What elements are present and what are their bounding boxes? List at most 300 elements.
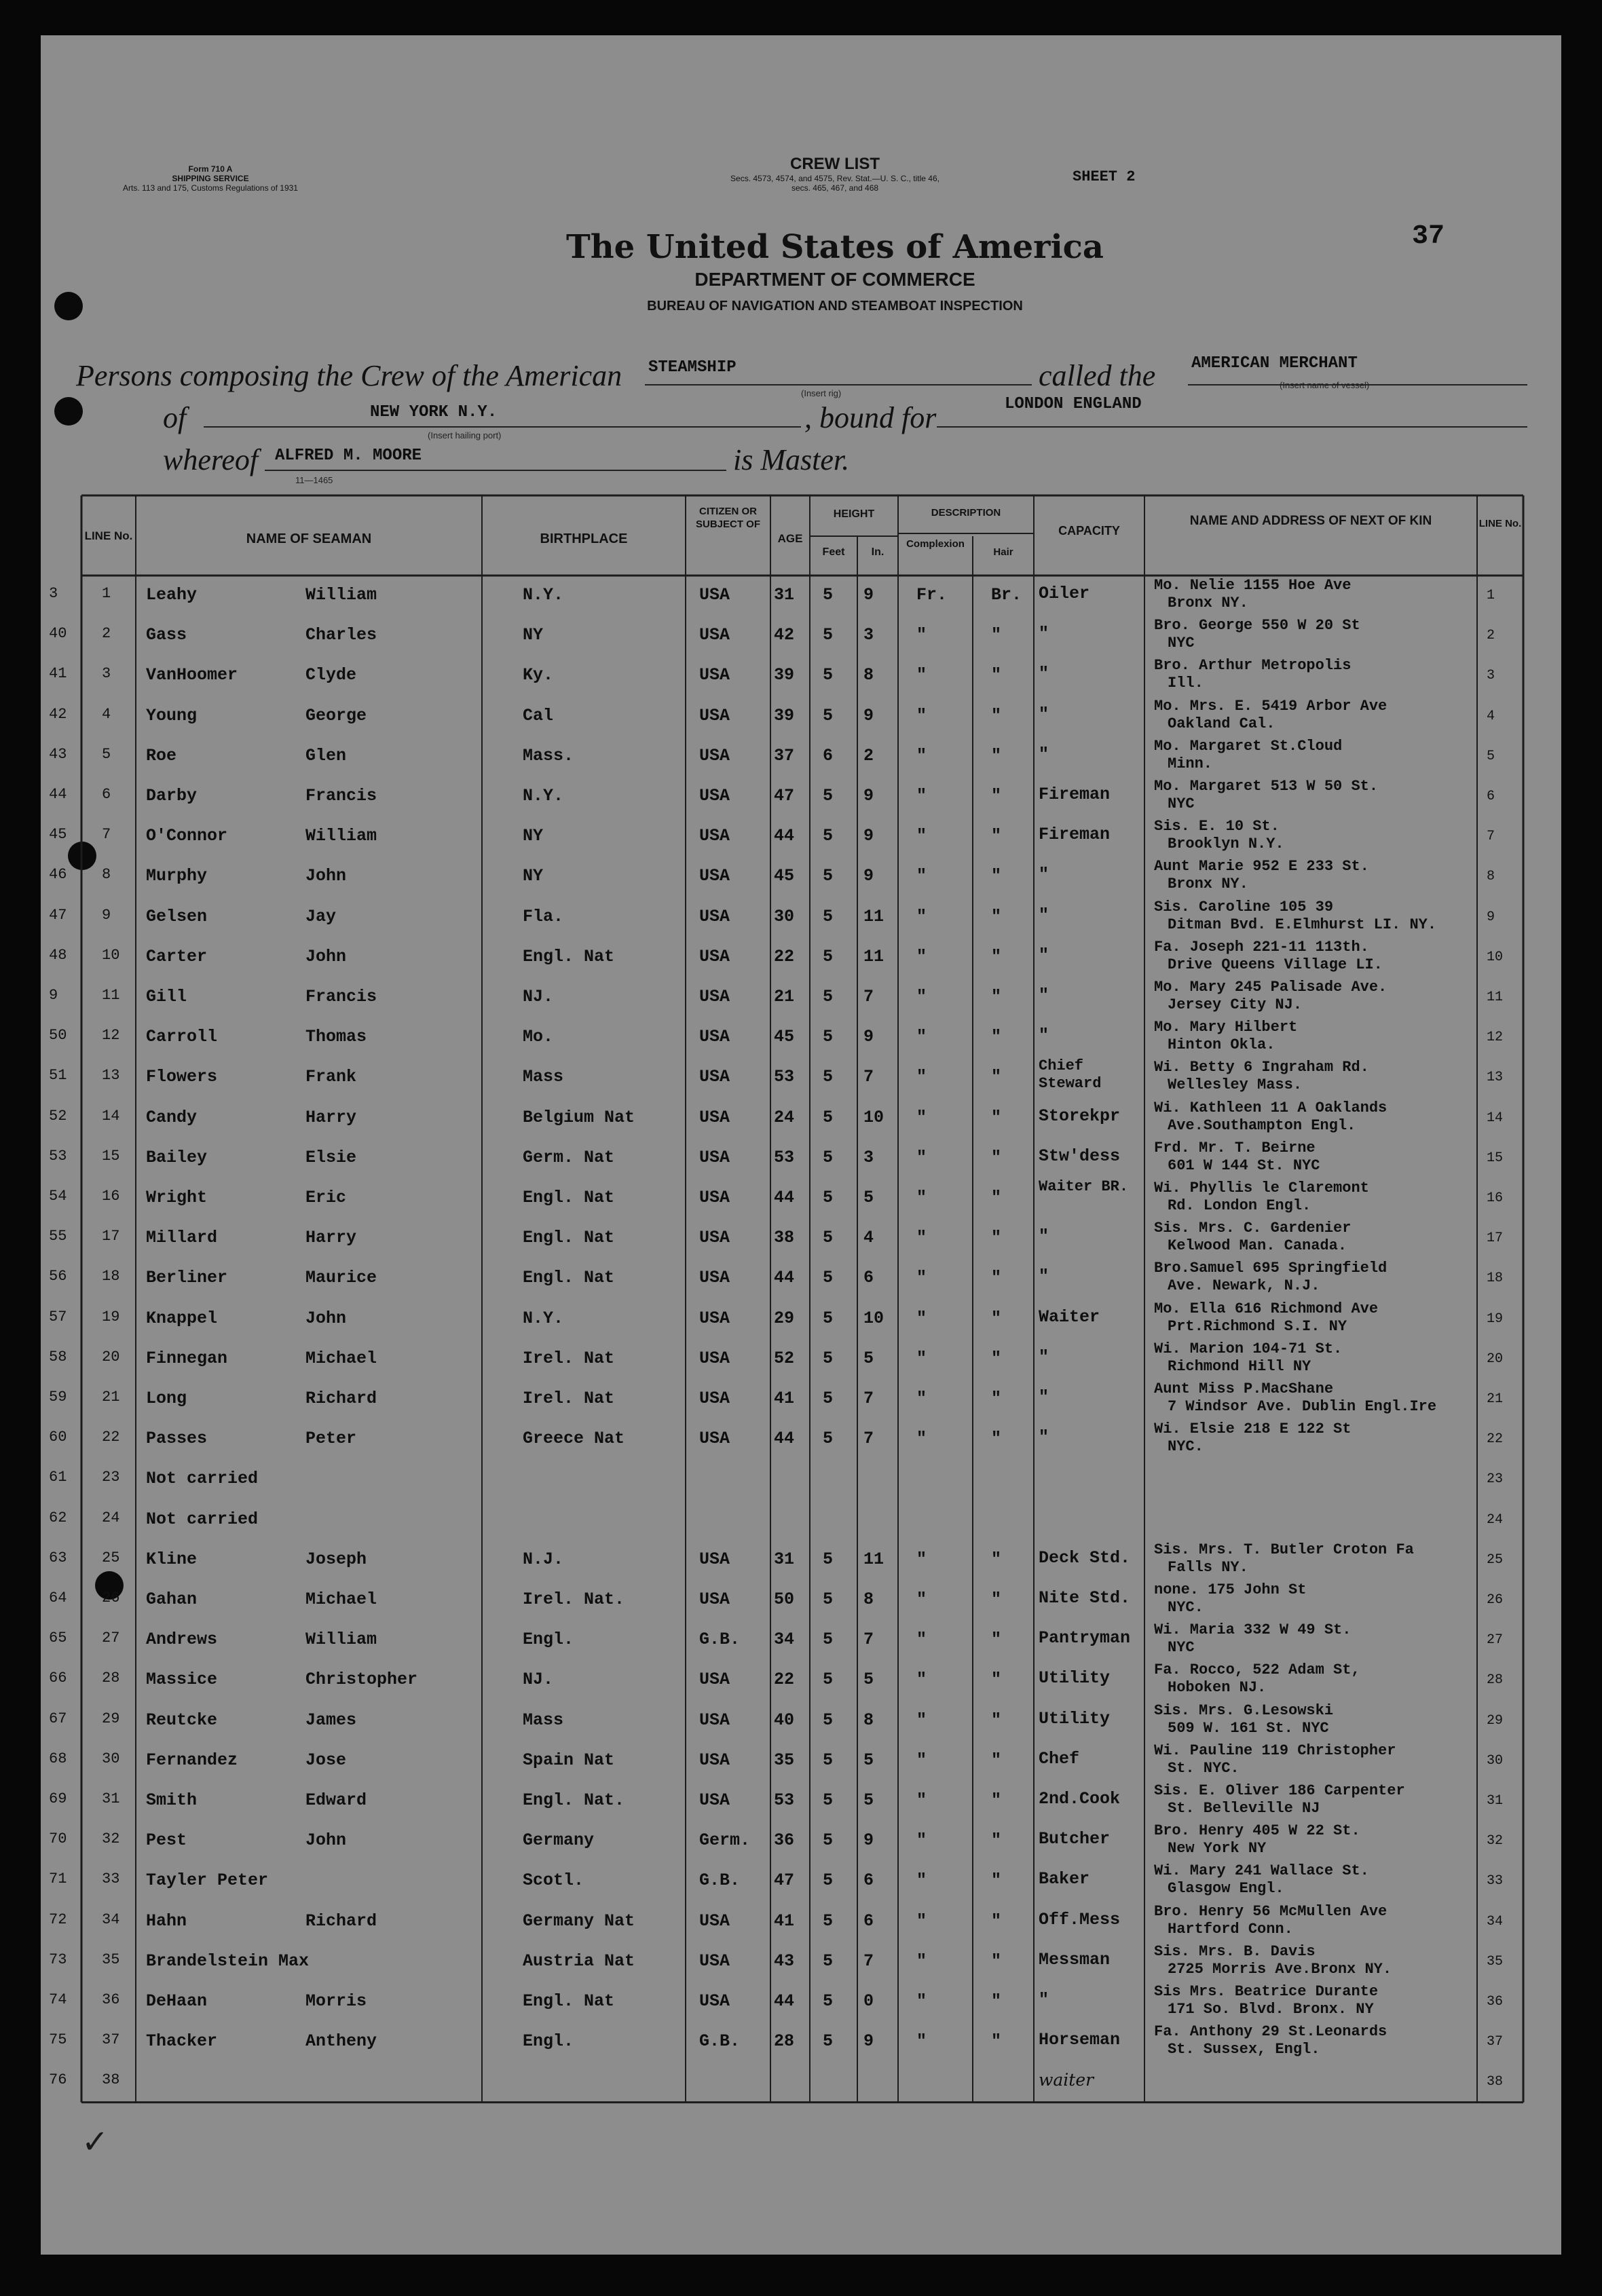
capacity: Deck Std. xyxy=(1039,1547,1131,1568)
complexion: " xyxy=(916,946,927,966)
age: 31 xyxy=(774,1549,795,1569)
line-number-right: 19 xyxy=(1487,1311,1504,1327)
height-feet: 5 xyxy=(823,1750,834,1770)
hair: " xyxy=(991,1188,1002,1207)
capacity: Butcher xyxy=(1039,1829,1111,1849)
citizenship: USA xyxy=(699,745,730,766)
complexion: " xyxy=(916,625,927,645)
birthplace: NJ. xyxy=(523,1670,554,1690)
complexion: " xyxy=(916,1951,927,1971)
next-of-kin-line-2: Ave. Newark, N.J. xyxy=(1168,1277,1320,1295)
capacity: Waiter xyxy=(1039,1306,1100,1327)
line-number-right: 32 xyxy=(1487,1833,1504,1849)
hair: " xyxy=(991,826,1002,846)
birthplace: N.Y. xyxy=(523,786,564,806)
birthplace: Belgium Nat xyxy=(523,1107,635,1127)
seaman-surname: Young xyxy=(146,705,198,726)
age: 22 xyxy=(774,946,795,966)
seaman-given-name: William xyxy=(305,585,377,605)
next-of-kin-line-1: Sis. Mrs. T. Butler Croton Fa xyxy=(1154,1541,1414,1558)
line-number-right: 15 xyxy=(1487,1150,1504,1166)
citizenship: USA xyxy=(699,1589,730,1609)
next-of-kin-line-2: Prt.Richmond S.I. NY xyxy=(1168,1317,1347,1335)
hair: " xyxy=(991,1991,1002,2011)
hair: " xyxy=(991,987,1002,1006)
height-inches: 9 xyxy=(863,585,874,605)
height-inches: 9 xyxy=(863,705,874,726)
hair: " xyxy=(991,1348,1002,1368)
next-of-kin-line-1: Mo. Margaret 513 W 50 St. xyxy=(1154,778,1379,795)
next-of-kin-line-1: Sis. Mrs. C. Gardenier xyxy=(1154,1220,1352,1237)
margin-number: 61 xyxy=(49,1469,67,1486)
line-number-right: 16 xyxy=(1487,1190,1504,1206)
line-number: 16 xyxy=(102,1188,120,1205)
height-inches: 6 xyxy=(863,1911,874,1931)
height-inches: 8 xyxy=(863,1589,874,1609)
birthplace: Scotl. xyxy=(523,1870,584,1891)
seaman-surname: Millard xyxy=(146,1228,218,1248)
height-inches: 6 xyxy=(863,1268,874,1288)
complexion: " xyxy=(916,1188,927,1207)
height-feet: 5 xyxy=(823,1188,834,1207)
citizenship: USA xyxy=(699,1429,730,1449)
seaman-surname: Gill xyxy=(146,987,187,1006)
margin-number: 62 xyxy=(49,1509,67,1526)
seaman-surname: Roe xyxy=(146,745,177,766)
citizenship: USA xyxy=(699,1790,730,1810)
next-of-kin-line-1: Fa. Anthony 29 St.Leonards xyxy=(1154,2023,1387,2041)
birthplace: Engl. Nat xyxy=(523,1268,615,1288)
line-number-right: 38 xyxy=(1487,2074,1504,2090)
complexion: " xyxy=(916,1268,927,1288)
height-feet: 5 xyxy=(823,1911,834,1931)
complexion: " xyxy=(916,1027,927,1047)
seaman-given-name: Michael xyxy=(305,1348,377,1368)
next-of-kin-line-2: Hartford Conn. xyxy=(1168,1920,1293,1938)
next-of-kin-line-2: NYC. xyxy=(1168,1599,1204,1616)
line-number-right: 20 xyxy=(1487,1351,1504,1367)
line-number-right: 26 xyxy=(1487,1592,1504,1608)
line-number: 37 xyxy=(102,2031,120,2049)
seaman-given-name: Harry xyxy=(305,1228,357,1248)
citizenship: USA xyxy=(699,1308,730,1328)
capacity: " xyxy=(1039,1266,1049,1287)
country-title: The United States of America xyxy=(565,228,1104,266)
capacity: waiter xyxy=(1039,2070,1094,2090)
capacity: " xyxy=(1039,1226,1049,1247)
age: 41 xyxy=(774,1911,795,1931)
next-of-kin-line-1: Mo. Mrs. E. 5419 Arbor Ave xyxy=(1154,697,1387,715)
next-of-kin-line-2: Jersey City NJ. xyxy=(1168,996,1303,1013)
next-of-kin-line-2: Hinton Okla. xyxy=(1168,1036,1275,1054)
complexion: " xyxy=(916,906,927,926)
col-citizen: CITIZEN OR SUBJECT OF xyxy=(695,506,760,530)
hair: " xyxy=(991,1830,1002,1851)
seaman-given-name: Francis xyxy=(305,987,377,1006)
age: 37 xyxy=(774,745,795,766)
height-feet: 5 xyxy=(823,1429,834,1449)
next-of-kin-line-2: New York NY xyxy=(1168,1840,1267,1858)
complexion: " xyxy=(916,1710,927,1730)
margin-number: 9 xyxy=(49,987,58,1004)
height-feet: 5 xyxy=(823,1549,834,1569)
complexion: " xyxy=(916,866,927,886)
rig-value: STEAMSHIP xyxy=(648,358,737,377)
capacity: Fireman xyxy=(1039,785,1111,804)
seaman-given-name: Maurice xyxy=(305,1268,377,1288)
age: 41 xyxy=(774,1389,795,1408)
complexion: " xyxy=(916,1589,927,1609)
capacity: Waiter BR. xyxy=(1039,1178,1129,1195)
line-number: 36 xyxy=(102,1991,120,2008)
seaman-given-name: Charles xyxy=(305,625,377,645)
seaman-surname: Reutcke xyxy=(146,1710,218,1730)
line-number-right: 5 xyxy=(1487,748,1495,764)
height-feet: 5 xyxy=(823,2031,834,2052)
height-inches: 5 xyxy=(863,1348,874,1368)
height-inches: 7 xyxy=(863,1630,874,1650)
margin-number: 59 xyxy=(49,1389,67,1406)
capacity: Chef xyxy=(1039,1748,1080,1769)
citizenship: USA xyxy=(699,1268,730,1288)
capacity: " xyxy=(1039,624,1049,644)
capacity: Oiler xyxy=(1039,584,1090,603)
customs-regulations: Arts. 113 and 175, Customs Regulations of 1931 xyxy=(123,183,298,193)
next-of-kin-line-1: Wi. Betty 6 Ingraham Rd. xyxy=(1154,1059,1369,1076)
height-inches: 4 xyxy=(863,1228,874,1248)
next-of-kin-line-2: Kelwood Man. Canada. xyxy=(1168,1237,1347,1255)
line-number: 14 xyxy=(102,1107,120,1125)
next-of-kin-line-2: NYC xyxy=(1168,795,1195,812)
citizenship: USA xyxy=(699,1188,730,1207)
rig-note: (Insert rig) xyxy=(801,388,842,398)
next-of-kin-line-2: St. Sussex, Engl. xyxy=(1168,2041,1320,2058)
line-number: 32 xyxy=(102,1830,120,1848)
height-feet: 5 xyxy=(823,1067,834,1087)
seaman-surname: Not carried xyxy=(146,1509,259,1529)
next-of-kin-line-1: Aunt Marie 952 E 233 St. xyxy=(1154,858,1369,876)
height-feet: 5 xyxy=(823,665,834,685)
birthplace: Greece Nat xyxy=(523,1429,625,1449)
hair: " xyxy=(991,1750,1002,1770)
citizenship: G.B. xyxy=(699,1630,741,1650)
birthplace: NY xyxy=(523,625,544,645)
bureau-title: BUREAU OF NAVIGATION AND STEAMBOAT INSPECTION xyxy=(647,299,1023,314)
line-number-right: 23 xyxy=(1487,1471,1504,1488)
next-of-kin-line-1: Fa. Joseph 221-11 113th. xyxy=(1154,938,1369,956)
height-feet: 5 xyxy=(823,1670,834,1690)
line-number-right: 6 xyxy=(1487,789,1495,804)
master-value: ALFRED M. MOORE xyxy=(275,447,422,465)
seaman-given-name: William xyxy=(305,826,377,846)
hair: " xyxy=(991,1067,1002,1087)
col-line-no-right: LINE No. xyxy=(1478,518,1522,529)
line-number: 11 xyxy=(102,987,120,1004)
next-of-kin-line-2: St. Belleville NJ xyxy=(1168,1800,1320,1817)
capacity: " xyxy=(1039,1387,1049,1407)
age: 50 xyxy=(774,1589,795,1609)
citizenship: USA xyxy=(699,1710,730,1730)
height-feet: 5 xyxy=(823,1389,834,1408)
line-number: 7 xyxy=(102,826,111,844)
seaman-given-name: John xyxy=(305,866,347,886)
col-name-of-seaman: NAME OF SEAMAN xyxy=(246,531,372,546)
birthplace: NY xyxy=(523,866,544,886)
seaman-given-name: Edward xyxy=(305,1790,367,1810)
height-inches: 5 xyxy=(863,1790,874,1810)
next-of-kin-line-1: Wi. Pauline 119 Christopher xyxy=(1154,1742,1396,1759)
citizenship: USA xyxy=(699,1348,730,1368)
seaman-surname: Passes xyxy=(146,1429,208,1449)
seaman-surname: Carroll xyxy=(146,1027,218,1047)
line-number-right: 24 xyxy=(1487,1511,1504,1528)
margin-number: 48 xyxy=(49,946,67,964)
margin-number: 66 xyxy=(49,1670,67,1687)
height-feet: 5 xyxy=(823,906,834,926)
height-feet: 5 xyxy=(823,1790,834,1810)
next-of-kin-line-1: Sis Mrs. Beatrice Durante xyxy=(1154,1983,1379,2000)
height-feet: 5 xyxy=(823,946,834,966)
next-of-kin-line-2: Hoboken NJ. xyxy=(1168,1679,1267,1697)
seaman-surname: Massice xyxy=(146,1670,218,1690)
age: 47 xyxy=(774,786,795,806)
age: 53 xyxy=(774,1790,795,1810)
next-of-kin-line-1: Bro. Henry 405 W 22 St. xyxy=(1154,1822,1360,1840)
capacity: " xyxy=(1039,704,1049,724)
line-number-right: 9 xyxy=(1487,909,1495,925)
port-note: (Insert hailing port) xyxy=(428,430,502,440)
next-of-kin-line-1: Mo. Mary 245 Palisade Ave. xyxy=(1154,979,1387,996)
margin-number: 65 xyxy=(49,1630,67,1647)
margin-number: 63 xyxy=(49,1549,67,1566)
next-of-kin-line-2: NYC xyxy=(1168,635,1195,652)
citizenship: USA xyxy=(699,1228,730,1248)
height-feet: 5 xyxy=(823,786,834,806)
margin-number: 3 xyxy=(49,585,58,602)
hair: " xyxy=(991,1107,1002,1127)
next-of-kin-line-1: Mo. Mary Hilbert xyxy=(1154,1019,1298,1036)
next-of-kin-line-1: Bro. Arthur Metropolis xyxy=(1154,657,1352,675)
line-number: 31 xyxy=(102,1790,120,1807)
margin-number: 53 xyxy=(49,1147,67,1165)
capacity: " xyxy=(1039,985,1049,1005)
form-number: Form 710 A xyxy=(188,164,233,174)
hair: " xyxy=(991,1228,1002,1248)
line-number: 34 xyxy=(102,1911,120,1928)
citizenship: USA xyxy=(699,1147,730,1167)
persons-composing-label: Persons composing the Crew of the American xyxy=(76,359,622,392)
next-of-kin-line-2: Richmond Hill NY xyxy=(1168,1357,1311,1375)
line-number: 25 xyxy=(102,1549,120,1566)
seaman-given-name: George xyxy=(305,705,367,726)
margin-number: 70 xyxy=(49,1830,67,1848)
line-number: 10 xyxy=(102,946,120,964)
seaman-given-name: Francis xyxy=(305,786,377,806)
birthplace: Germany Nat xyxy=(523,1911,635,1931)
complexion: " xyxy=(916,665,927,685)
height-inches: 10 xyxy=(863,1107,884,1127)
margin-number: 44 xyxy=(49,786,67,803)
hair: " xyxy=(991,1911,1002,1931)
complexion: " xyxy=(916,1228,927,1248)
complexion: " xyxy=(916,1348,927,1368)
complexion: " xyxy=(916,1870,927,1891)
age: 43 xyxy=(774,1951,795,1971)
citizenship: USA xyxy=(699,705,730,726)
birthplace: Austria Nat xyxy=(523,1951,635,1971)
next-of-kin-line-2: Minn. xyxy=(1168,755,1213,772)
seaman-given-name: William xyxy=(305,1630,377,1650)
next-of-kin-line-2: Bronx NY. xyxy=(1168,595,1248,611)
birthplace: NJ. xyxy=(523,987,554,1006)
birthplace: Mass xyxy=(523,1067,564,1087)
citizenship: USA xyxy=(699,665,730,685)
line-number: 2 xyxy=(102,625,111,643)
seaman-surname: Kline xyxy=(146,1549,198,1569)
age: 30 xyxy=(774,906,795,926)
capacity: " xyxy=(1039,1025,1049,1046)
next-of-kin-line-1: Sis. Mrs. G.Lesowski xyxy=(1154,1701,1334,1719)
seaman-given-name: James xyxy=(305,1710,357,1730)
next-of-kin-line-2: 171 So. Blvd. Bronx. NY xyxy=(1168,2001,1374,2018)
height-feet: 5 xyxy=(823,1589,834,1609)
capacity: " xyxy=(1039,1427,1049,1448)
age: 52 xyxy=(774,1348,795,1368)
line-number: 13 xyxy=(102,1067,120,1085)
birthplace: Cal xyxy=(523,705,554,726)
capacity: Pantryman xyxy=(1039,1628,1131,1649)
seaman-surname: Gass xyxy=(146,625,187,645)
complexion: " xyxy=(916,987,927,1006)
next-of-kin-line-1: Sis. E. 10 St. xyxy=(1154,818,1280,835)
seaman-surname: Pest xyxy=(146,1830,187,1851)
form-title: CREW LIST xyxy=(790,155,880,173)
seaman-given-name: Joseph xyxy=(305,1549,367,1569)
next-of-kin-line-2: 2725 Morris Ave.Bronx NY. xyxy=(1168,1960,1392,1978)
height-inches: 9 xyxy=(863,1027,874,1047)
seaman-surname: Bailey xyxy=(146,1147,208,1167)
next-of-kin-line-2: Drive Queens Village LI. xyxy=(1168,956,1383,973)
height-inches: 9 xyxy=(863,866,874,886)
citizenship: Germ. xyxy=(699,1830,751,1851)
margin-number: 41 xyxy=(49,665,67,683)
line-number: 9 xyxy=(102,906,111,924)
age: 44 xyxy=(774,1429,795,1449)
birthplace: Fla. xyxy=(523,906,564,926)
next-of-kin-line-2: St. NYC. xyxy=(1168,1759,1240,1777)
complexion: " xyxy=(916,826,927,846)
age: 22 xyxy=(774,1670,795,1690)
statutes-line-1: Secs. 4573, 4574, and 4575, Rev. Stat.—U. S. C., title 46, xyxy=(730,174,939,183)
height-inches: 11 xyxy=(863,946,884,966)
birthplace: N.Y. xyxy=(523,585,564,605)
margin-number: 75 xyxy=(49,2031,67,2049)
complexion: Fr. xyxy=(916,585,948,605)
line-number-right: 33 xyxy=(1487,1873,1504,1889)
line-number: 4 xyxy=(102,705,111,723)
age: 45 xyxy=(774,1027,795,1047)
line-number-right: 29 xyxy=(1487,1712,1504,1729)
capacity: Chief Steward xyxy=(1039,1057,1102,1093)
line-number: 12 xyxy=(102,1027,120,1045)
next-of-kin-line-1: Sis. E. Oliver 186 Carpenter xyxy=(1154,1782,1405,1799)
complexion: " xyxy=(916,1750,927,1770)
next-of-kin-line-1: Wi. Elsie 218 E 122 St xyxy=(1154,1420,1352,1438)
citizenship: USA xyxy=(699,987,730,1006)
next-of-kin-line-2: Ditman Bvd. E.Elmhurst LI. NY. xyxy=(1168,916,1437,933)
citizenship: USA xyxy=(699,946,730,966)
line-number-right: 22 xyxy=(1487,1431,1504,1448)
next-of-kin-line-1: Aunt Miss P.MacShane xyxy=(1154,1380,1334,1397)
hair: " xyxy=(991,946,1002,966)
line-number: 27 xyxy=(102,1630,120,1647)
margin-number: 76 xyxy=(49,2071,67,2089)
col-feet: Feet xyxy=(822,546,845,558)
next-of-kin-line-1: Frd. Mr. T. Beirne xyxy=(1154,1139,1316,1156)
col-hair: Hair xyxy=(993,546,1013,558)
seaman-surname: DeHaan xyxy=(146,1991,208,2011)
line-number-right: 4 xyxy=(1487,708,1495,724)
complexion: " xyxy=(916,1911,927,1931)
age: 42 xyxy=(774,625,795,645)
next-of-kin-line-2: 601 W 144 St. NYC xyxy=(1168,1156,1320,1174)
line-number: 23 xyxy=(102,1469,120,1486)
hair: " xyxy=(991,745,1002,766)
age: 21 xyxy=(774,987,795,1006)
hair: " xyxy=(991,1870,1002,1891)
hair: " xyxy=(991,1308,1002,1328)
height-feet: 5 xyxy=(823,1147,834,1167)
line-number: 29 xyxy=(102,1710,120,1727)
height-inches: 11 xyxy=(863,906,884,926)
line-number-right: 2 xyxy=(1487,628,1495,644)
seaman-surname: Tayler Peter xyxy=(146,1870,269,1891)
line-number-right: 21 xyxy=(1487,1391,1504,1407)
seaman-given-name: Christopher xyxy=(305,1670,418,1690)
line-number-right: 14 xyxy=(1487,1110,1504,1126)
hair: " xyxy=(991,1389,1002,1408)
page-number: 37 xyxy=(1412,221,1445,252)
seaman-given-name: Frank xyxy=(305,1067,357,1087)
margin-number: 51 xyxy=(49,1067,67,1085)
birthplace: Irel. Nat xyxy=(523,1389,615,1408)
birthplace: Engl. Nat xyxy=(523,946,615,966)
birthplace: Engl. Nat xyxy=(523,1228,615,1248)
height-inches: 7 xyxy=(863,1389,874,1408)
margin-number: 54 xyxy=(49,1188,67,1205)
complexion: " xyxy=(916,1067,927,1087)
line-number: 28 xyxy=(102,1670,120,1687)
citizenship: USA xyxy=(699,1991,730,2011)
line-number-right: 27 xyxy=(1487,1632,1504,1649)
age: 44 xyxy=(774,1991,795,2011)
next-of-kin-line-2: 509 W. 161 St. NYC xyxy=(1168,1719,1329,1737)
line-number-right: 12 xyxy=(1487,1030,1504,1046)
col-capacity: CAPACITY xyxy=(1058,524,1120,538)
seaman-surname: Gahan xyxy=(146,1589,198,1609)
line-number: 17 xyxy=(102,1228,120,1245)
hair: " xyxy=(991,1790,1002,1810)
line-number-right: 36 xyxy=(1487,1994,1504,2010)
seaman-given-name: John xyxy=(305,1308,347,1328)
seaman-surname: Hahn xyxy=(146,1911,187,1931)
hair: " xyxy=(991,1429,1002,1449)
line-number: 1 xyxy=(102,585,111,602)
capacity: Nite Std. xyxy=(1039,1588,1131,1608)
citizenship: USA xyxy=(699,625,730,645)
birthplace: Spain Nat xyxy=(523,1750,615,1770)
citizenship: USA xyxy=(699,826,730,846)
